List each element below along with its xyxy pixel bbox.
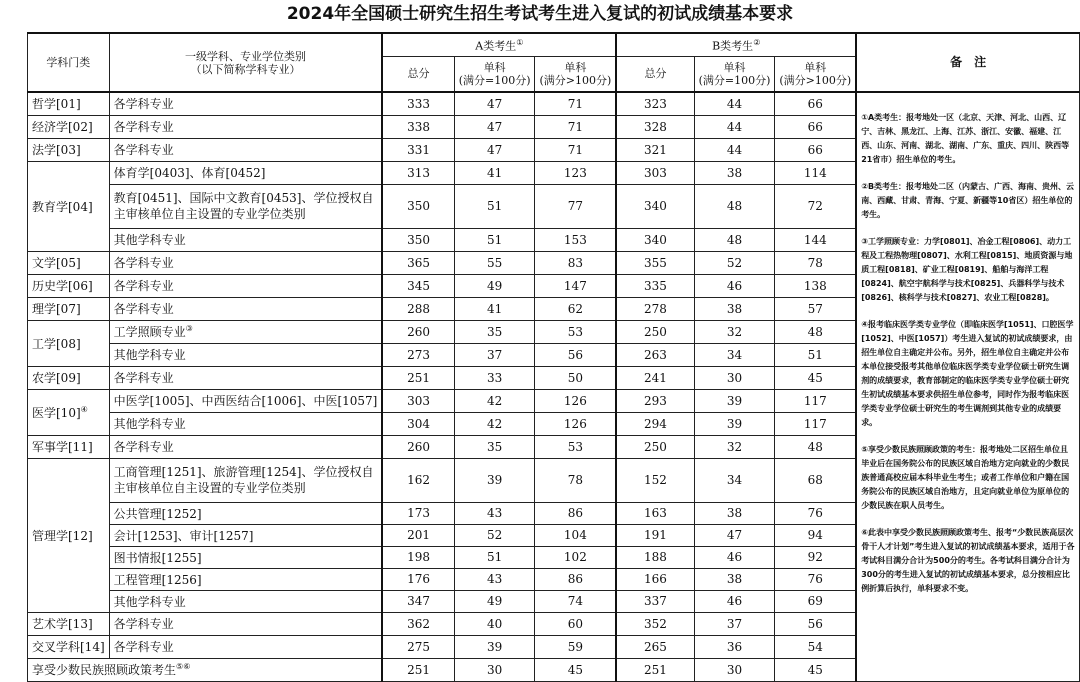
a-single1-cell: 33 bbox=[454, 366, 535, 389]
b-single1-cell: 38 bbox=[694, 297, 775, 320]
subject-cell: 各学科专业 bbox=[109, 366, 382, 389]
a-single1-cell: 51 bbox=[454, 228, 535, 251]
b-single1-cell: 30 bbox=[694, 366, 775, 389]
header-discipline-line2: （以下简称学科专业） bbox=[190, 62, 301, 76]
a-single1-cell: 41 bbox=[454, 161, 535, 184]
b-total-cell: 293 bbox=[616, 389, 694, 412]
header-a-single2-l2: (满分>100分) bbox=[539, 73, 612, 87]
a-single2-cell: 86 bbox=[535, 568, 616, 590]
b-single2-cell: 114 bbox=[775, 161, 856, 184]
subject-cell: 各学科专业 bbox=[109, 435, 382, 458]
b-single1-cell: 46 bbox=[694, 546, 775, 568]
b-total-cell: 250 bbox=[616, 435, 694, 458]
b-single2-cell: 117 bbox=[775, 389, 856, 412]
footnote-mark: ④ bbox=[80, 404, 88, 414]
b-total-cell: 328 bbox=[616, 115, 694, 138]
a-single2-cell: 71 bbox=[535, 138, 616, 161]
b-single2-cell: 45 bbox=[775, 366, 856, 389]
b-total-cell: 278 bbox=[616, 297, 694, 320]
a-single2-cell: 60 bbox=[535, 612, 616, 635]
b-single1-cell: 48 bbox=[694, 184, 775, 228]
b-total-cell: 241 bbox=[616, 366, 694, 389]
b-total-cell: 355 bbox=[616, 251, 694, 274]
subject-cell: 其他学科专业 bbox=[109, 228, 382, 251]
b-single1-cell: 38 bbox=[694, 161, 775, 184]
b-single1-cell: 34 bbox=[694, 458, 775, 502]
b-single1-cell: 30 bbox=[694, 658, 775, 681]
a-single2-cell: 53 bbox=[535, 435, 616, 458]
a-total-cell: 331 bbox=[382, 138, 454, 161]
a-single1-cell: 41 bbox=[454, 297, 535, 320]
a-total-cell: 303 bbox=[382, 389, 454, 412]
header-discipline bbox=[109, 33, 382, 92]
a-total-cell: 251 bbox=[382, 658, 454, 681]
category-cell: 理学[07] bbox=[28, 297, 110, 320]
category-text: 医学[10] bbox=[32, 405, 81, 420]
a-total-cell: 304 bbox=[382, 412, 454, 435]
subject-cell: 各学科专业 bbox=[109, 274, 382, 297]
b-single1-cell: 44 bbox=[694, 92, 775, 115]
header-notes: 备 注 bbox=[856, 33, 1079, 92]
a-single1-cell: 35 bbox=[454, 320, 535, 343]
b-total-cell: 352 bbox=[616, 612, 694, 635]
note-5: ⑤享受少数民族照顾政策的考生：报考地处二区招生单位且毕业后在国务院公布的民族区域自治地方定向就业的少数民族普通高校应届本科毕业生考生；或者工作单位和户籍在国务院公布的民族区域自治地方，且定向就业单位为原单位的少数民族在职人员考生。 bbox=[861, 445, 1070, 510]
a-total-cell: 260 bbox=[382, 435, 454, 458]
a-total-cell: 338 bbox=[382, 115, 454, 138]
category-cell: 经济学[02] bbox=[28, 115, 110, 138]
category-cell: 法学[03] bbox=[28, 138, 110, 161]
a-single2-cell: 45 bbox=[535, 658, 616, 681]
note-2: ②B类考生：报考地处二区（内蒙古、广西、海南、贵州、云南、西藏、甘肃、青海、宁夏、新疆等10省区）招生单位的考生。 bbox=[861, 182, 1075, 219]
a-single2-cell: 71 bbox=[535, 92, 616, 115]
a-total-cell: 345 bbox=[382, 274, 454, 297]
a-single1-cell: 42 bbox=[454, 412, 535, 435]
b-single2-cell: 144 bbox=[775, 228, 856, 251]
b-single2-cell: 48 bbox=[775, 435, 856, 458]
b-total-cell: 337 bbox=[616, 590, 694, 612]
a-single2-cell: 104 bbox=[535, 524, 616, 546]
a-single1-cell: 49 bbox=[454, 590, 535, 612]
header-b-single1-l1: 单科 bbox=[723, 60, 746, 74]
a-single1-cell: 47 bbox=[454, 138, 535, 161]
b-total-cell: 188 bbox=[616, 546, 694, 568]
b-total-cell: 294 bbox=[616, 412, 694, 435]
subject-cell: 各学科专业 bbox=[109, 297, 382, 320]
table-row bbox=[28, 92, 1080, 115]
subject-cell: 其他学科专业 bbox=[109, 343, 382, 366]
a-single1-cell: 30 bbox=[454, 658, 535, 681]
b-single2-cell: 117 bbox=[775, 412, 856, 435]
b-single2-cell: 138 bbox=[775, 274, 856, 297]
a-single2-cell: 102 bbox=[535, 546, 616, 568]
b-single2-cell: 56 bbox=[775, 612, 856, 635]
category-cell: 军事学[11] bbox=[28, 435, 110, 458]
subject-cell bbox=[109, 320, 382, 343]
header-b-single2 bbox=[775, 56, 856, 92]
a-total-cell: 251 bbox=[382, 366, 454, 389]
a-single2-cell: 71 bbox=[535, 115, 616, 138]
b-single1-cell: 36 bbox=[694, 635, 775, 658]
b-single1-cell: 44 bbox=[694, 138, 775, 161]
category-cell: 管理学[12] bbox=[28, 458, 110, 612]
a-single1-cell: 55 bbox=[454, 251, 535, 274]
b-single1-cell: 48 bbox=[694, 228, 775, 251]
b-single2-cell: 76 bbox=[775, 502, 856, 524]
header-b-single2-l2: (满分>100分) bbox=[779, 73, 852, 87]
b-single2-cell: 76 bbox=[775, 568, 856, 590]
b-total-cell: 251 bbox=[616, 658, 694, 681]
subject-cell: 工程管理[1256] bbox=[109, 568, 382, 590]
notes-cell bbox=[856, 92, 1079, 681]
a-total-cell: 333 bbox=[382, 92, 454, 115]
b-total-cell: 265 bbox=[616, 635, 694, 658]
b-single1-cell: 46 bbox=[694, 274, 775, 297]
note-6: ⑥此表中享受少数民族照顾政策考生、报考“少数民族高层次骨干人才计划”考生进入复试的初试成绩基本要求，适用于各考试科目满分合计为500分的考生。各考试科目满分合计为300分的考生进入复试的初试成绩基本要求，总分按相应比例折算后执行，单科要求不变。 bbox=[861, 528, 1075, 593]
header-category: 学科门类 bbox=[28, 33, 110, 92]
category-cell bbox=[28, 389, 110, 435]
b-single1-cell: 37 bbox=[694, 612, 775, 635]
a-total-cell: 365 bbox=[382, 251, 454, 274]
footnote-mark: ③ bbox=[185, 324, 193, 333]
b-single2-cell: 69 bbox=[775, 590, 856, 612]
a-single2-cell: 83 bbox=[535, 251, 616, 274]
a-single2-cell: 126 bbox=[535, 412, 616, 435]
category-cell: 文学[05] bbox=[28, 251, 110, 274]
b-single2-cell: 68 bbox=[775, 458, 856, 502]
a-single1-cell: 47 bbox=[454, 92, 535, 115]
a-single1-cell: 35 bbox=[454, 435, 535, 458]
header-a-single1-l1: 单科 bbox=[483, 60, 506, 74]
b-total-cell: 335 bbox=[616, 274, 694, 297]
b-total-cell: 340 bbox=[616, 184, 694, 228]
category-cell: 交叉学科[14] bbox=[28, 635, 110, 658]
subject-cell: 其他学科专业 bbox=[109, 412, 382, 435]
footnote-mark: ⑤⑥ bbox=[176, 662, 191, 671]
a-single1-cell: 49 bbox=[454, 274, 535, 297]
a-single2-cell: 123 bbox=[535, 161, 616, 184]
category-cell: 艺术学[13] bbox=[28, 612, 110, 635]
header-b-total: 总分 bbox=[616, 56, 694, 92]
a-single1-cell: 43 bbox=[454, 502, 535, 524]
subject-cell: 各学科专业 bbox=[109, 612, 382, 635]
b-total-cell: 163 bbox=[616, 502, 694, 524]
header-b-group bbox=[616, 33, 856, 56]
b-single2-cell: 57 bbox=[775, 297, 856, 320]
subject-cell: 公共管理[1252] bbox=[109, 502, 382, 524]
header-a-single1 bbox=[454, 56, 535, 92]
b-single2-cell: 72 bbox=[775, 184, 856, 228]
b-single1-cell: 47 bbox=[694, 524, 775, 546]
a-single2-cell: 126 bbox=[535, 389, 616, 412]
a-single2-cell: 50 bbox=[535, 366, 616, 389]
a-single1-cell: 37 bbox=[454, 343, 535, 366]
a-single2-cell: 59 bbox=[535, 635, 616, 658]
b-single2-cell: 51 bbox=[775, 343, 856, 366]
note-1: ①A类考生：报考地处一区（北京、天津、河北、山西、辽宁、吉林、黑龙江、上海、江苏、浙江、安徽、福建、江西、山东、河南、湖北、湖南、广东、重庆、四川、陕西等21省市）招生单位的考生。 bbox=[861, 113, 1070, 164]
header-b-label: B类考生 bbox=[712, 40, 754, 54]
header-a-mark: ① bbox=[516, 38, 524, 48]
a-total-cell: 313 bbox=[382, 161, 454, 184]
category-cell: 哲学[01] bbox=[28, 92, 110, 115]
b-single1-cell: 39 bbox=[694, 412, 775, 435]
b-single2-cell: 78 bbox=[775, 251, 856, 274]
header-a-group bbox=[382, 33, 616, 56]
subject-cell: 教育[0451]、国际中文教育[0453]、学位授权自主审核单位自主设置的专业学位类别 bbox=[109, 184, 382, 228]
a-single1-cell: 40 bbox=[454, 612, 535, 635]
header-a-total: 总分 bbox=[382, 56, 454, 92]
b-total-cell: 303 bbox=[616, 161, 694, 184]
a-total-cell: 273 bbox=[382, 343, 454, 366]
category-cell: 历史学[06] bbox=[28, 274, 110, 297]
b-single2-cell: 54 bbox=[775, 635, 856, 658]
a-total-cell: 260 bbox=[382, 320, 454, 343]
subject-cell: 中医学[1005]、中西医结合[1006]、中医[1057] bbox=[109, 389, 382, 412]
a-single2-cell: 86 bbox=[535, 502, 616, 524]
a-single1-cell: 47 bbox=[454, 115, 535, 138]
b-single2-cell: 66 bbox=[775, 92, 856, 115]
b-total-cell: 340 bbox=[616, 228, 694, 251]
note-4: ④报考临床医学类专业学位（即临床医学[1051]、口腔医学[1052]、中医[1057]）考生进入复试的初试成绩要求，由招生单位自主确定并公布。另外，招生单位自主确定并公布本单位接受报考其他单位临床医学类专业学位硕士研究生调剂的成绩要求，教育部制定的临床医学类专业学位硕士研究生初试成绩基本要求供招生单位参考，同时作为报考临床医学类专业学位硕士研究生的考生调剂到其他专业的成绩要求。 bbox=[861, 320, 1074, 427]
header-b-mark: ② bbox=[753, 38, 761, 48]
b-total-cell: 321 bbox=[616, 138, 694, 161]
header-b-single1 bbox=[694, 56, 775, 92]
a-total-cell: 347 bbox=[382, 590, 454, 612]
b-single1-cell: 34 bbox=[694, 343, 775, 366]
b-single2-cell: 45 bbox=[775, 658, 856, 681]
a-total-cell: 201 bbox=[382, 524, 454, 546]
b-single2-cell: 66 bbox=[775, 115, 856, 138]
subject-cell: 各学科专业 bbox=[109, 251, 382, 274]
a-total-cell: 176 bbox=[382, 568, 454, 590]
b-total-cell: 191 bbox=[616, 524, 694, 546]
a-total-cell: 350 bbox=[382, 228, 454, 251]
a-single2-cell: 62 bbox=[535, 297, 616, 320]
a-single2-cell: 56 bbox=[535, 343, 616, 366]
page-title: 2024年全国硕士研究生招生考试考生进入复试的初试成绩基本要求 bbox=[286, 4, 794, 24]
subject-cell: 体育学[0403]、体育[0452] bbox=[109, 161, 382, 184]
a-single2-cell: 74 bbox=[535, 590, 616, 612]
subject-cell: 各学科专业 bbox=[109, 115, 382, 138]
header-b-single1-l2: (满分=100分) bbox=[698, 73, 771, 87]
a-total-cell: 288 bbox=[382, 297, 454, 320]
a-single1-cell: 52 bbox=[454, 524, 535, 546]
subject-cell: 各学科专业 bbox=[109, 635, 382, 658]
b-single1-cell: 39 bbox=[694, 389, 775, 412]
header-a-label: A类考生 bbox=[475, 40, 517, 54]
note-3: ③工学照顾专业：力学[0801]、冶金工程[0806]、动力工程及工程热物理[0807]、水利工程[0815]、地质资源与地质工程[0818]、矿业工程[0819]、船舶与海洋工程[0824]、航空宇航科学与技术[0825]、兵器科学与技术[0826]、核科学与技术[0827]、农业工程[0828]。 bbox=[861, 237, 1073, 302]
b-single1-cell: 32 bbox=[694, 320, 775, 343]
b-single1-cell: 38 bbox=[694, 568, 775, 590]
a-single2-cell: 147 bbox=[535, 274, 616, 297]
a-single2-cell: 153 bbox=[535, 228, 616, 251]
b-single2-cell: 66 bbox=[775, 138, 856, 161]
b-single1-cell: 38 bbox=[694, 502, 775, 524]
a-total-cell: 362 bbox=[382, 612, 454, 635]
subject-cell: 图书情报[1255] bbox=[109, 546, 382, 568]
a-total-cell: 275 bbox=[382, 635, 454, 658]
b-single2-cell: 48 bbox=[775, 320, 856, 343]
header-a-single2-l1: 单科 bbox=[564, 60, 587, 74]
header-discipline-line1: 一级学科、专业学位类别 bbox=[185, 49, 306, 63]
a-single1-cell: 51 bbox=[454, 184, 535, 228]
a-single1-cell: 42 bbox=[454, 389, 535, 412]
category-cell: 工学[08] bbox=[28, 320, 110, 366]
header-a-single1-l2: (满分=100分) bbox=[458, 73, 531, 87]
a-total-cell: 162 bbox=[382, 458, 454, 502]
a-single2-cell: 78 bbox=[535, 458, 616, 502]
b-total-cell: 263 bbox=[616, 343, 694, 366]
subject-cell: 工商管理[1251]、旅游管理[1254]、学位授权自主审核单位自主设置的专业学位类别 bbox=[109, 458, 382, 502]
a-single1-cell: 39 bbox=[454, 458, 535, 502]
b-total-cell: 250 bbox=[616, 320, 694, 343]
category-cell bbox=[28, 658, 383, 681]
header-a-single2 bbox=[535, 56, 616, 92]
b-single2-cell: 92 bbox=[775, 546, 856, 568]
a-total-cell: 173 bbox=[382, 502, 454, 524]
b-total-cell: 152 bbox=[616, 458, 694, 502]
subject-cell: 各学科专业 bbox=[109, 92, 382, 115]
a-single2-cell: 77 bbox=[535, 184, 616, 228]
a-single1-cell: 43 bbox=[454, 568, 535, 590]
subject-cell: 会计[1253]、审计[1257] bbox=[109, 524, 382, 546]
header-b-single2-l1: 单科 bbox=[804, 60, 827, 74]
b-single1-cell: 32 bbox=[694, 435, 775, 458]
a-total-cell: 198 bbox=[382, 546, 454, 568]
a-single1-cell: 51 bbox=[454, 546, 535, 568]
b-single1-cell: 52 bbox=[694, 251, 775, 274]
a-single1-cell: 39 bbox=[454, 635, 535, 658]
b-total-cell: 323 bbox=[616, 92, 694, 115]
b-total-cell: 166 bbox=[616, 568, 694, 590]
a-single2-cell: 53 bbox=[535, 320, 616, 343]
subject-text: 工学照顾专业 bbox=[113, 325, 186, 339]
category-cell: 农学[09] bbox=[28, 366, 110, 389]
subject-cell: 各学科专业 bbox=[109, 138, 382, 161]
score-table bbox=[27, 32, 1080, 682]
category-text: 享受少数民族照顾政策考生 bbox=[32, 663, 177, 677]
a-total-cell: 350 bbox=[382, 184, 454, 228]
category-cell: 教育学[04] bbox=[28, 161, 110, 251]
b-single2-cell: 94 bbox=[775, 524, 856, 546]
b-single1-cell: 46 bbox=[694, 590, 775, 612]
subject-cell: 其他学科专业 bbox=[109, 590, 382, 612]
b-single1-cell: 44 bbox=[694, 115, 775, 138]
